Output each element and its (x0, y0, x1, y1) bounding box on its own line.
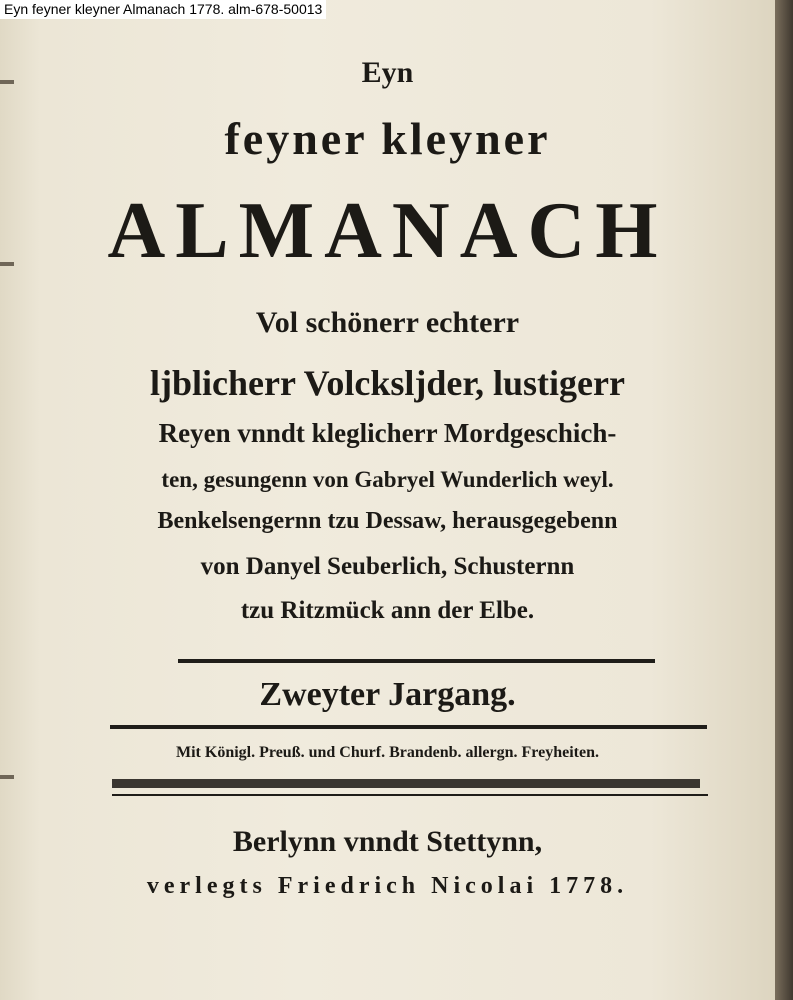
edition-label: Zweyter Jargang. (259, 676, 516, 713)
subtitle-line-reyen: Reyen vnndt kleglicherr Mordgeschich- (158, 418, 617, 448)
divider-rule (112, 794, 708, 796)
subtitle-line-ritzmueck: tzu Ritzmück ann der Elbe. (240, 597, 535, 624)
image-caption: Eyn feyner kleyner Almanach 1778. alm-678-50013 (0, 0, 326, 19)
divider-rule (178, 659, 655, 663)
ornamental-rule (112, 779, 700, 788)
title-line-feyner-kleyner: feyner kleyner (224, 113, 551, 164)
book-spine (775, 0, 793, 1000)
page-edge-notch (0, 775, 14, 779)
divider-rule (110, 725, 707, 729)
imprint-publisher: verlegts Friedrich Nicolai 1778. (146, 873, 629, 899)
subtitle-line-danyel: von Danyel Seuberlich, Schusternn (200, 553, 575, 580)
subtitle-line-gesungenn: ten, gesungenn von Gabryel Wunderlich weyl. (161, 467, 614, 492)
subtitle-line-ljblicherr: ljblicherr Volcksljder, lustigerr (150, 363, 625, 403)
title-line-eyn: Eyn (361, 56, 414, 89)
imprint-place: Berlynn vnndt Stettynn, (232, 825, 543, 858)
privilege-line: Mit Königl. Preuß. und Churf. Brandenb. allergn. Freyheiten. (176, 744, 599, 761)
subtitle-line-benkelsengernn: Benkelsengernn tzu Dessaw, herausgegebenn (157, 508, 618, 534)
subtitle-line-vol: Vol schönerr echterr (255, 306, 520, 339)
title-line-almanach: ALMANACH (107, 187, 668, 275)
